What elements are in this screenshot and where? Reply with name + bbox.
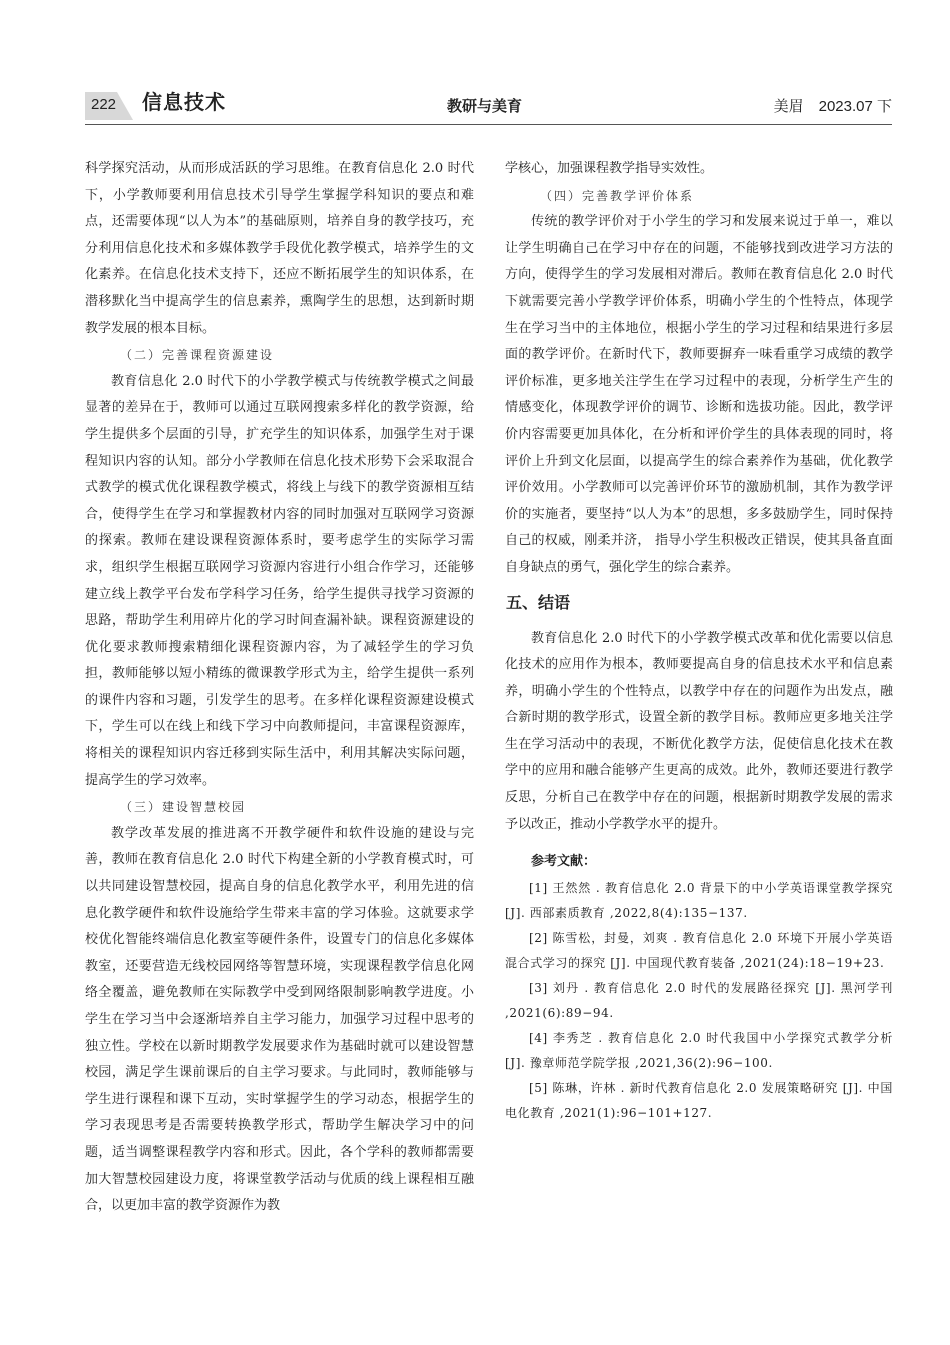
page-header (85, 86, 892, 126)
paragraph: 教育信息化 2.0 时代下的小学教学模式与传统教学模式之间最显著的差异在于，教师可以通过互联网搜索多样化的教学资源，给学生提供多个层面的引导，扩充学生的知识体系，加强学生对于课程知识内容的认知。部分小学教师在信息化技术形势下会采取混合式教学的模式优化课程教学模式，将线上与线下的教学资源相互结合，使得学生在学习和掌握教材内容的同时加强对互联网学习资源的探索。教师在建设课程资源体系时，要考虑学生的实际学习需求，组织学生根据互联网学习资源内容进行小组合作学习，还能够建立线上教学平台发布学科学习任务，给学生提供寻找学习资源的思路，帮助学生利用碎片化的学习时间查漏补缺。课程资源建设的优化要求教师搜索精细化课程资源内容，为了减轻学生的学习负担，教师能够以短小精练的微课教学形式为主，给学生提供一系列的课件内容和习题，引发学生的思考。在多样化课程资源建设模式下，学生可以在线上和线下学习中向教师提问，丰富课程资源库，将相关的课程知识内容迁移到实际生活中，利用其解决实际问题，提高学生的学习效率。 (85, 373, 474, 788)
paragraph: 教学改革发展的推进离不开教学硬件和软件设施的建设与完善，教师在教育信息化 2.0 时代下构建全新的小学教育模式时，可以共同建设智慧校园，提高自身的信息化教学水平，利用先进的信息化教学硬件和软件设施给学生带来丰富的学习体验。这就要求学校优化智能终端信息化教室等硬件条件，设置专门的信息化多媒体教室，还要营造无线校园网络等智慧环境，实现课程教学信息化网络全覆盖，避免教师在实际教学中受到网络限制影响教学进度。小学生在学习当中会逐渐培养自主学习能力，加强学习过程中思考的独立性。学校在以新时期教学发展要求作为基础时就可以建设智慧校园，满足学生课前课后的自主学习要求。与此同时，教师能够与学生进行课程和课下互动，实时掌握学生的学习动态，根据学生的学习表现思考是否需要转换教学形式，帮助学生解决学习中的问题，适当调整课程教学内容和形式。因此，各个学科的教师都需要加大智慧校园建设力度，将课堂教学活动与优质的线上课程相互融合，以更加丰富的教学资源作为教 (85, 825, 474, 1214)
subheading: （三）建设智慧校园 (120, 800, 247, 815)
subheading: （二）完善课程资源建设 (120, 348, 275, 363)
reference-item: [3] 刘丹 . 教育信息化 2.0 时代的发展路径探究 [J]. 黑河学刊 ,2021(6):89−94. (505, 981, 893, 1021)
reference-item: [2] 陈雪松，封曼，刘爽 . 教育信息化 2.0 环境下开展小学英语混合式学习的探究 [J]. 中国现代教育装备 ,2021(24):18−19+23. (505, 931, 893, 971)
paragraph: 传统的教学评价对于小学生的学习和发展来说过于单一，难以让学生明确自己在学习中存在的问题，不能够找到改进学习方法的方向，使得学生的学习发展相对滞后。教师在教育信息化 2.0 时代下就需要完善小学教学评价体系，明确小学生的个性特点，体现学生在学习当中的主体地位，根据小学生的学习过程和结果进行多层面的教学评价。在新时代下，教师要摒弃一味看重学习成绩的教学评价标准，更多地关注学生在学习过程中的表现，分析学生产生的情感变化，体现教学评价的调节、诊断和选拔功能。因此，教学评价内容需要更加具体化，在分析和评价学生的具体表现的同时，将评价上升到文化层面，以提高学生的综合素养作为基础，优化教学评价效用。小学教师可以完善评价环节的激励机制，其作为教学评价的实施者，要坚持“以人为本”的思想，多多鼓励学生，同时保持自己的权威，刚柔并济， 指导小学生积极改正错误，使其具备直面自身缺点的勇气，强化学生的综合素养。 (505, 214, 893, 575)
right-column (505, 156, 893, 1126)
section-heading: 五、结语 (506, 594, 571, 612)
section-title: 信息技术 (142, 92, 226, 114)
journal-name: 教研与美育 (447, 98, 523, 115)
references-title: 参考文献： (531, 853, 597, 869)
header-rule (85, 124, 892, 125)
paragraph: 教育信息化 2.0 时代下的小学教学模式改革和优化需要以信息化技术的应用作为根本，教师要提高自身的信息技术水平和信息素养，明确小学生的个性特点，以教学中存在的问题作为出发点，融合新时期的教学形式，设置全新的教学目标。教师应更多地关注学生在学习活动中的表现，不断优化教学方法，促使信息化技术在教学中的应用和融合能够产生更高的成效。此外，教师还要进行教学反思，分析自己在教学中存在的问题，根据新时期教学发展的需求予以改正，推动小学教学水平的提升。 (505, 630, 893, 832)
reference-item: [4] 李秀芝 . 教育信息化 2.0 时代我国中小学探究式教学分析 [J]. 豫章师范学院学报 ,2021,36(2):96−100. (505, 1031, 893, 1071)
subheading: （四）完善教学评价体系 (540, 188, 695, 203)
reference-item: [5] 陈琳，许林 . 新时代教育信息化 2.0 发展策略研究 [J]. 中国电化教育 ,2021(1):96−101+127. (505, 1081, 893, 1121)
issue-info: 美眉 2023.07 下 (773, 98, 892, 115)
left-column (85, 156, 474, 1220)
reference-item: [1] 王然然 . 教育信息化 2.0 背景下的中小学英语课堂教学探究 [J]. 西部素质教育 ,2022,8(4):135−137. (505, 881, 893, 921)
paragraph: 科学探究活动，从而形成活跃的学习思维。在教育信息化 2.0 时代下，小学教师要利用信息技术引导学生掌握学科知识的要点和难点，还需要体现“以人为本”的基础原则，培养自身的教学技巧，充分利用信息化技术和多媒体教学手段优化教学模式，培养学生的文化素养。在信息化技术支持下，还应不断拓展学生的知识体系，在潜移默化当中提高学生的信息素养，熏陶学生的思想，达到新时期教学发展的根本目标。 (85, 161, 474, 336)
paragraph: 学核心，加强课程教学指导实效性。 (505, 161, 714, 176)
page-number: 222 (91, 96, 117, 113)
